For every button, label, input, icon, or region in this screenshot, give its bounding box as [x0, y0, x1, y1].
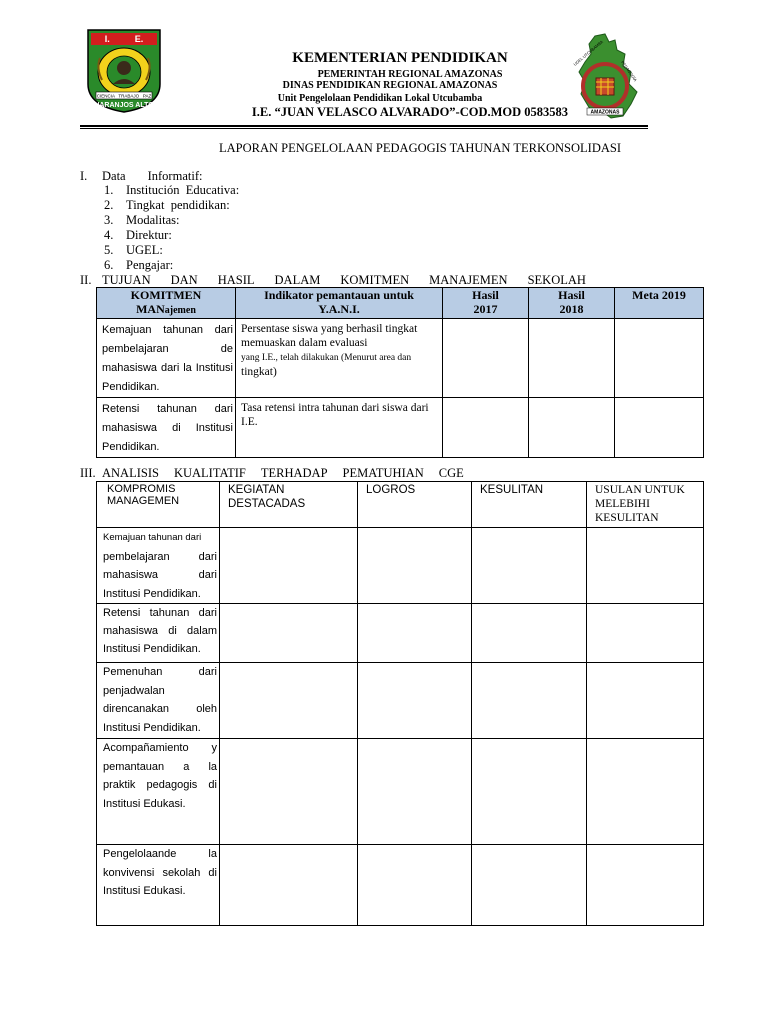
table-row	[97, 398, 704, 458]
section-1-heading	[80, 169, 224, 184]
kegiatan-input[interactable]	[220, 663, 358, 739]
logros-input[interactable]	[358, 739, 472, 845]
commitment-cell: Retensi tahunan dari mahasiswa di dalam Institusi Pendidikan.	[97, 604, 220, 663]
kesulitan-input[interactable]	[472, 845, 587, 926]
local-unit: Unit Pengelolaan Pendidikan Lokal Utcubamba	[277, 93, 483, 104]
hasil-2017-input[interactable]	[443, 398, 529, 458]
section-2-heading: II. TUJUAN DAN HASIL DALAM KOMITMEN MANAJEMEN SEKOLAH	[80, 273, 586, 287]
section-3-numeral: III.	[80, 466, 96, 480]
commitment-cell: Pengelolaande la konvivensi sekolah di Institusi Edukasi.	[97, 845, 220, 926]
kesulitan-input[interactable]	[472, 663, 587, 739]
col-header-logros: LOGROS	[358, 482, 472, 528]
document-title: LAPORAN PENGELOLAAN PEDAGOGIS TAHUNAN TERKONSOLIDASI	[218, 141, 621, 155]
usulan-input[interactable]	[587, 528, 704, 604]
commitment-cell: Pemenuhan dari penjadwalan direncanakan oleh Institusi Pendidikan.	[97, 663, 220, 739]
logros-input[interactable]	[358, 604, 472, 663]
qualitative-analysis-table	[96, 481, 704, 926]
kegiatan-input[interactable]	[220, 528, 358, 604]
section-2-numeral: II.	[80, 273, 92, 287]
school-crest-logo	[86, 28, 162, 114]
crest-place: NARANJOS ALTO	[94, 102, 154, 109]
usulan-input[interactable]	[587, 604, 704, 663]
col-header-usulan: USULAN UNTUK MELEBIHI KESULITAN	[587, 482, 704, 528]
indicator-cell: Tasa retensi intra tahunan dari siswa dari I.E.	[236, 398, 443, 458]
kesulitan-input[interactable]	[472, 739, 587, 845]
table-row	[97, 319, 704, 398]
section-1-word: Informatif:	[147, 169, 203, 183]
table-row	[97, 663, 704, 739]
commitment-cell: Acompañamiento y pemantauan a la praktik pedagogis di Institusi Edukasi.	[97, 739, 220, 845]
usulan-input[interactable]	[587, 663, 704, 739]
ring-bottom-text: AMAZONAS	[590, 109, 620, 116]
col-header-kegiatan: KEGIATAN DESTACADAS	[220, 482, 358, 528]
col-header-indicator: Indikator pemantauan untuk Y.A.N.I.	[236, 288, 443, 319]
logros-input[interactable]	[358, 663, 472, 739]
col-header-hasil-2017: Hasil 2017	[443, 288, 529, 319]
col-header-meta-2019: Meta 2019	[615, 288, 704, 319]
ministry-name: KEMENTERIAN PENDIDIKAN	[292, 50, 508, 66]
crest-ribbon: CIENCIA TRABAJO PAZ	[96, 93, 152, 99]
hasil-2018-input[interactable]	[529, 319, 615, 398]
hasil-2017-input[interactable]	[443, 319, 529, 398]
table-row	[97, 739, 704, 845]
commitment-cell: Retensi tahunan dari mahasiswa di Institusi Pendidikan.	[97, 398, 236, 458]
usulan-input[interactable]	[587, 845, 704, 926]
kegiatan-input[interactable]	[220, 604, 358, 663]
crest-letters: I. E.	[104, 34, 144, 44]
col-header-kesulitan: KESULITAN	[472, 482, 587, 528]
commitment-cell: Kemajuan tahunan dari pembelajaran de mahasiswa dari la Institusi Pendidikan.	[97, 319, 236, 398]
col-header-hasil-2018: Hasil 2018	[529, 288, 615, 319]
logros-input[interactable]	[358, 528, 472, 604]
section-1-word: Data	[102, 169, 126, 183]
list-item: 1. Institución Educativa:	[104, 183, 240, 197]
usulan-input[interactable]	[587, 739, 704, 845]
kegiatan-input[interactable]	[220, 845, 358, 926]
hasil-2018-input[interactable]	[529, 398, 615, 458]
section-1-numeral: I.	[80, 169, 88, 183]
kegiatan-input[interactable]	[220, 739, 358, 845]
list-item: 6. Pengajar:	[104, 258, 174, 272]
school-name: I.E. “JUAN VELASCO ALVARADO”-COD.MOD 0583583	[251, 105, 569, 119]
list-item: 3. Modalitas:	[104, 213, 180, 227]
logros-input[interactable]	[358, 845, 472, 926]
col-header-commitment: KOMITMEN MANajemen	[97, 288, 236, 319]
section-3-heading: III. ANALISIS KUALITATIF TERHADAP PEMATUHIAN CGE	[80, 466, 464, 480]
header-rule-thin	[80, 128, 648, 129]
meta-2019-input[interactable]	[615, 319, 704, 398]
table-row	[97, 845, 704, 926]
meta-2019-input[interactable]	[615, 398, 704, 458]
management-commitments-table	[96, 287, 704, 458]
ugel-amazonas-logo	[569, 32, 647, 120]
regional-directorate: DINAS PENDIDIKAN REGIONAL AMAZONAS	[282, 80, 498, 91]
table-row	[97, 528, 704, 604]
list-item: 4. Direktur:	[104, 228, 172, 242]
regional-government: PEMERINTAH REGIONAL AMAZONAS	[317, 69, 503, 80]
header-rule-thick	[80, 125, 648, 127]
col-header-kompromis: KOMPROMIS MANAGEMEN	[97, 482, 220, 528]
commitment-cell: Kemajuan tahunan dari pembelajaran dari mahasiswa dari Institusi Pendidikan.	[97, 528, 220, 604]
indicator-cell: Persentase siswa yang berhasil tingkat memuaskan dalam evaluasi yang I.E., telah dilakukan (Menurut area dan tingkat)	[236, 319, 443, 398]
table-header-row	[97, 288, 704, 319]
table-row	[97, 604, 704, 663]
kesulitan-input[interactable]	[472, 528, 587, 604]
ring-right-text: PEDAGOGÍA	[620, 59, 639, 83]
list-item: 2. Tingkat pendidikan:	[104, 198, 230, 212]
ring-left-text: UGEL UTCUBAMBA	[572, 39, 604, 67]
table-header-row	[97, 482, 704, 528]
list-item: 5. UGEL:	[104, 243, 163, 257]
kesulitan-input[interactable]	[472, 604, 587, 663]
